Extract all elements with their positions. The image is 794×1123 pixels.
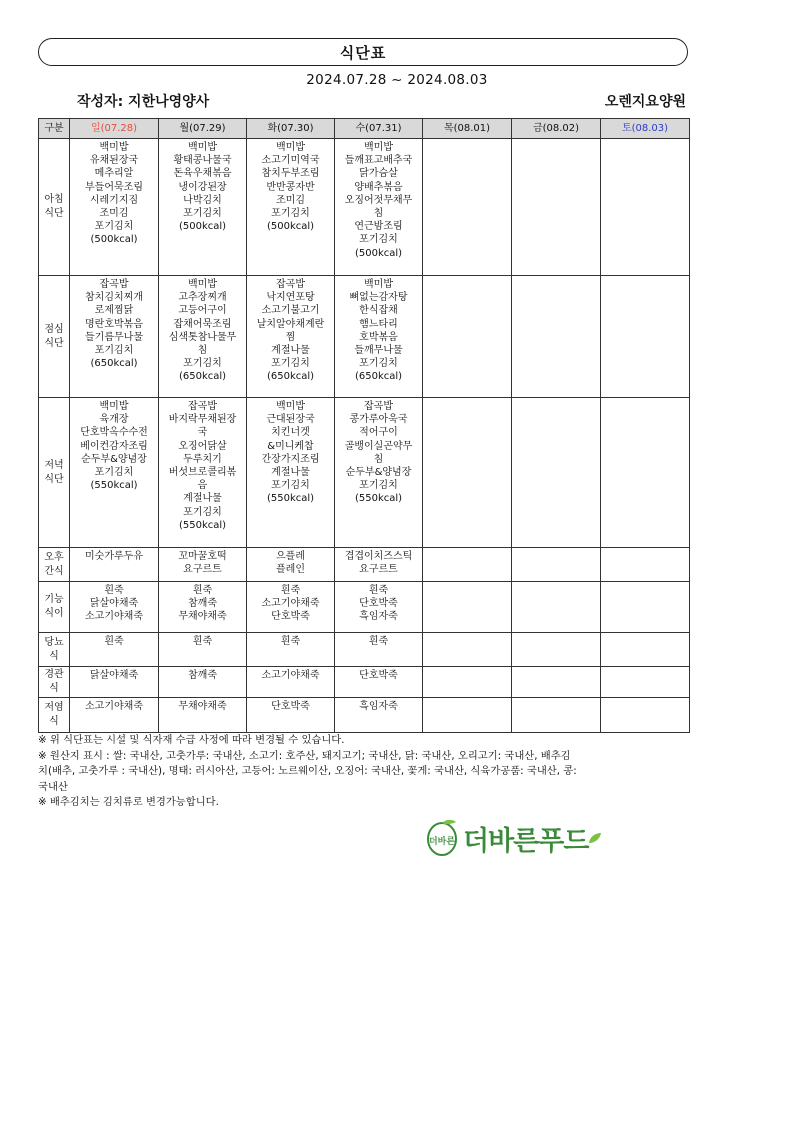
menu-item: 계절나물 [271, 467, 310, 479]
menu-item: 황태콩나물국 [173, 155, 232, 167]
menu-item: 백미밥 [188, 279, 217, 290]
menu-item: 요구르트 [183, 564, 222, 576]
menu-cell-content [601, 548, 689, 550]
menu-cell-content [512, 698, 600, 700]
notes-section [38, 733, 698, 811]
menu-item: 잡채어묵조림 [173, 318, 232, 330]
menu-item: 적어구이 [359, 427, 398, 439]
company-logo [425, 818, 602, 858]
menu-item: 계절나물 [271, 345, 310, 357]
menu-item: (550kcal) [90, 480, 138, 492]
menu-item: 바지락무채된장 [168, 414, 237, 426]
menu-item: 돈육우채볶음 [173, 168, 232, 180]
menu-item: 침 [373, 208, 384, 220]
menu-item: 포기김치 [271, 208, 310, 220]
menu-cell-content [601, 633, 689, 635]
menu-item: 포기김치 [183, 506, 222, 518]
weekly-menu-table [38, 118, 690, 733]
menu-item: 무채야채죽 [178, 701, 227, 712]
menu-cell-content [70, 633, 158, 648]
menu-cell [601, 667, 690, 698]
menu-item: 콩가루아욱국 [349, 414, 408, 426]
menu-cell [601, 139, 690, 276]
meal-row [39, 548, 690, 582]
menu-item: 포기김치 [359, 480, 398, 492]
menu-item: 침 [197, 345, 208, 357]
menu-cell [247, 698, 335, 733]
meal-row-label-line: 경관 [44, 669, 64, 680]
menu-item: 음 [197, 480, 208, 492]
menu-item: 참깨죽 [188, 598, 217, 610]
menu-item: 무채야채죽 [178, 611, 227, 623]
menu-item: 백미밥 [364, 142, 393, 153]
menu-item: 시레기지짐 [89, 194, 139, 206]
meal-row-label [39, 698, 70, 733]
menu-cell [335, 276, 423, 398]
menu-cell-content [70, 698, 158, 713]
menu-item: 잡곡밥 [99, 279, 129, 290]
meal-row-label-line: 저염 [44, 702, 64, 713]
menu-cell-content [335, 633, 422, 648]
menu-item: 소고기불고기 [261, 305, 320, 317]
menu-cell [512, 276, 601, 398]
menu-item: 단호박죽 [271, 611, 310, 623]
menu-item: 포기김치 [271, 480, 310, 492]
menu-item: 소고기야채죽 [85, 701, 143, 712]
menu-item: 흰죽 [368, 585, 389, 596]
menu-item: 순두부&양념장 [81, 453, 147, 465]
menu-cell-content [423, 667, 511, 669]
menu-item: 명란호박볶음 [85, 318, 143, 330]
menu-cell [70, 667, 159, 698]
day-header: 목(08.01) [423, 119, 512, 139]
menu-cell-content [335, 698, 422, 713]
menu-cell-content [423, 398, 511, 400]
menu-cell-content [335, 548, 422, 576]
menu-item: 호박볶음 [359, 331, 398, 343]
meal-row-label-line: 식단 [44, 337, 64, 349]
menu-item: 겹겹이치즈스틱 [344, 551, 413, 562]
menu-cell-content [512, 582, 600, 584]
meal-row-label-line: 간식 [44, 565, 64, 577]
menu-item: 백미밥 [276, 142, 305, 153]
menu-cell-content [159, 139, 246, 233]
menu-cell [159, 667, 247, 698]
menu-item: 고추장찌개 [178, 292, 227, 304]
header-corner: 구분 [39, 119, 70, 139]
menu-item: (500kcal) [266, 221, 315, 233]
menu-cell-content [70, 139, 158, 247]
menu-item: 소고기야채죽 [261, 598, 320, 610]
menu-cell-content [159, 398, 246, 532]
meal-row-label [39, 139, 70, 276]
menu-cell-content [601, 698, 689, 700]
menu-cell [247, 139, 335, 276]
menu-cell-content [335, 582, 422, 624]
menu-cell [335, 582, 423, 633]
note-line: ※ 원산지 표시 : 쌀: 국내산, 고춧가루: 국내산, 소고기: 호주산, 돼지고기; 국내산, 닭: 국내산, 오리고기: 국내산, 배추김 [38, 749, 571, 762]
menu-item: 흰죽 [280, 636, 301, 647]
menu-item: 꼬마꿀호떡 [178, 551, 227, 562]
author-label: 작성자: 지한나영양사 [77, 94, 210, 110]
meal-row-label-line: 아침 [44, 194, 64, 205]
menu-cell-content [247, 548, 334, 576]
menu-item: 단호박죽 [359, 670, 398, 681]
menu-cell-content [247, 698, 334, 713]
menu-item: 포기김치 [271, 358, 310, 370]
menu-item: 고등어구이 [178, 305, 227, 317]
menu-cell-content [70, 548, 158, 563]
menu-cell-content [335, 398, 422, 506]
menu-item: 흑임자죽 [359, 611, 398, 623]
menu-item: 부들어묵조림 [85, 181, 143, 193]
menu-cell [512, 398, 601, 548]
menu-item: 포기김치 [359, 234, 398, 246]
meal-row-label-line: 식 [49, 683, 59, 694]
menu-item: 버섯브로콜리볶 [168, 467, 237, 479]
menu-cell-content [601, 139, 689, 141]
menu-item: 플레인 [276, 564, 305, 576]
menu-cell [512, 139, 601, 276]
menu-item: 으플레 [276, 551, 305, 562]
menu-cell [512, 698, 601, 733]
menu-item: 포기김치 [94, 467, 134, 479]
menu-item: (650kcal) [178, 371, 227, 383]
menu-item: 백미밥 [364, 279, 393, 290]
menu-cell-content [247, 276, 334, 384]
menu-item: 참치김치찌개 [85, 292, 143, 304]
menu-item: 간장가지조림 [261, 453, 320, 465]
menu-cell-content [159, 698, 246, 713]
menu-cell [601, 276, 690, 398]
menu-item: 들기름무나물 [85, 331, 143, 343]
menu-item: 백미밥 [99, 401, 129, 412]
menu-cell-content [247, 667, 334, 682]
menu-item: 골뱅이실곤약무 [344, 440, 413, 452]
menu-cell [247, 276, 335, 398]
menu-cell-content [512, 276, 600, 278]
menu-item: 흰죽 [280, 585, 301, 596]
note-line: 치(배추, 고춧가루 : 국내산), 명태: 러시아산, 고등어: 노르웨이산, 오징어: 국내산, 꽃게: 국내산, 식육가공품: 국내산, 콩: [38, 765, 577, 777]
menu-item: 백미밥 [188, 142, 217, 153]
menu-cell-content [159, 667, 246, 682]
menu-item: 낙지연포탕 [266, 292, 315, 304]
meal-row [39, 667, 690, 698]
meal-row-label-line: 식단 [44, 473, 64, 485]
menu-item: 백미밥 [276, 401, 305, 412]
menu-cell [512, 667, 601, 698]
menu-item: 유채된장국 [89, 155, 139, 167]
menu-cell-content [423, 698, 511, 700]
organization-name: 오렌지요양원 [604, 94, 686, 110]
day-header: 수(07.31) [335, 119, 423, 139]
menu-item: 로제찜닭 [94, 305, 134, 317]
menu-cell-content [423, 548, 511, 550]
day-header: 금(08.02) [512, 119, 601, 139]
menu-cell [335, 139, 423, 276]
menu-item: 단호박죽 [271, 701, 310, 712]
menu-item: 단호박옥수수전 [80, 427, 148, 439]
menu-cell-content [70, 398, 158, 492]
meal-row-label-line: 오후 [44, 551, 64, 563]
meal-row-label [39, 633, 70, 667]
menu-cell-content [512, 139, 600, 141]
menu-cell [247, 398, 335, 548]
menu-item: &미니케찹 [267, 440, 314, 452]
menu-cell [159, 548, 247, 582]
menu-cell-content [159, 548, 246, 576]
meal-row-label-line: 식 [49, 716, 59, 727]
menu-item: 오징어젓무채무 [344, 194, 413, 206]
menu-item: 닭가슴살 [359, 168, 398, 180]
menu-cell-content [512, 548, 600, 550]
menu-item: 육개장 [99, 414, 129, 426]
meal-row-label-line: 식이 [44, 608, 64, 619]
menu-cell [70, 548, 159, 582]
menu-cell-content [335, 139, 422, 260]
menu-item: 흰죽 [104, 585, 124, 596]
note-line: 국내산 [38, 780, 68, 793]
menu-item: (650kcal) [354, 371, 403, 383]
menu-item: 메추리알 [94, 168, 134, 180]
menu-item: 포기김치 [183, 208, 222, 220]
meal-row [39, 582, 690, 633]
menu-cell [70, 276, 159, 398]
menu-cell-content [247, 398, 334, 506]
menu-cell [423, 548, 512, 582]
menu-item: 닭살야채죽 [89, 670, 139, 681]
menu-cell-content [423, 582, 511, 584]
menu-cell [70, 139, 159, 276]
menu-cell [247, 667, 335, 698]
menu-item: 계절나물 [183, 493, 222, 505]
menu-cell [70, 582, 159, 633]
page-title-box [38, 38, 688, 66]
menu-cell [423, 667, 512, 698]
menu-cell-content [512, 633, 600, 635]
meal-row-label [39, 398, 70, 548]
menu-item: 햄느타리 [359, 318, 398, 330]
logo-emblem-text: 더바른 [428, 837, 456, 847]
day-header: 일(07.28) [70, 119, 159, 139]
logo-text: 더바른푸드 [463, 825, 589, 857]
menu-cell [423, 698, 512, 733]
menu-cell-content [601, 582, 689, 584]
menu-item: 포기김치 [359, 358, 398, 370]
menu-period: 2024.07.28 ~ 2024.08.03 [306, 72, 488, 88]
leaf-icon [588, 832, 602, 844]
menu-cell-content [601, 398, 689, 400]
menu-cell [335, 698, 423, 733]
menu-item: 근대된장국 [266, 414, 315, 426]
meal-row [39, 398, 690, 548]
menu-cell [247, 633, 335, 667]
header-row [39, 119, 690, 139]
menu-item: 들깨무나물 [354, 345, 403, 357]
menu-cell-content [601, 276, 689, 278]
menu-cell [247, 582, 335, 633]
menu-cell [159, 276, 247, 398]
menu-cell-content [423, 276, 511, 278]
menu-item: 국 [197, 427, 208, 439]
menu-item: 베이컨감자조림 [80, 440, 148, 452]
meal-row-label-line: 저녁 [44, 459, 64, 471]
menu-item: (550kcal) [354, 493, 403, 505]
menu-cell [601, 548, 690, 582]
page-title: 식단표 [339, 43, 387, 62]
menu-item: 흰죽 [192, 585, 213, 596]
note-line: ※ 배추김치는 김치류로 변경가능합니다. [38, 796, 219, 808]
meal-row-label-line: 당뇨 [44, 636, 64, 648]
menu-cell-content [247, 633, 334, 648]
menu-item: 닭살야채죽 [89, 598, 139, 610]
menu-cell [70, 633, 159, 667]
leaf-emblem-icon [425, 818, 459, 858]
menu-item: 단호박죽 [359, 598, 398, 610]
menu-item: 반반콩자반 [266, 181, 315, 193]
menu-item: 포기김치 [183, 358, 222, 370]
menu-item: 참깨죽 [188, 670, 217, 681]
menu-cell [159, 633, 247, 667]
menu-cell [423, 633, 512, 667]
menu-item: 두루치기 [183, 453, 222, 465]
menu-item: 침 [373, 453, 384, 465]
menu-item: 포기김치 [94, 221, 134, 233]
menu-item: 참치두부조림 [261, 168, 320, 180]
menu-cell [335, 667, 423, 698]
menu-cell [247, 548, 335, 582]
menu-item: 소고기미역국 [261, 155, 320, 167]
menu-cell [601, 633, 690, 667]
menu-item: 잡곡밥 [276, 279, 305, 290]
menu-cell-content [70, 667, 158, 682]
menu-item: (650kcal) [266, 371, 315, 383]
meal-row [39, 633, 690, 667]
menu-cell-content [70, 276, 158, 370]
menu-cell [512, 548, 601, 582]
menu-item: 연근밤조림 [354, 221, 403, 233]
menu-cell [70, 698, 159, 733]
menu-item: 양배추볶음 [354, 181, 403, 193]
meal-row-label-line: 점심 [44, 323, 64, 335]
meal-row-label [39, 548, 70, 582]
menu-cell [335, 633, 423, 667]
menu-cell-content [159, 276, 246, 384]
menu-item: 요구르트 [359, 564, 398, 576]
meal-row-label-line: 식단 [44, 208, 64, 219]
menu-item: 심색톳참나물무 [168, 331, 237, 343]
menu-cell [159, 398, 247, 548]
day-header: 화(07.30) [247, 119, 335, 139]
menu-cell-content [335, 667, 422, 682]
menu-item: 한식잡채 [359, 305, 398, 317]
menu-item: 순두부&양념장 [345, 467, 412, 479]
menu-cell [159, 139, 247, 276]
meal-row [39, 276, 690, 398]
menu-cell-content [423, 633, 511, 635]
menu-item: 날치알야채계란 [256, 318, 325, 330]
meal-row-label [39, 276, 70, 398]
menu-item: 뼈없는감자탕 [349, 292, 408, 304]
menu-item: 소고기야채죽 [261, 670, 320, 681]
menu-item: 잡곡밥 [188, 401, 217, 412]
menu-cell [335, 548, 423, 582]
menu-item: 포기김치 [94, 345, 134, 357]
menu-cell [423, 582, 512, 633]
menu-cell-content [247, 139, 334, 233]
meal-row-label [39, 582, 70, 633]
menu-cell [70, 398, 159, 548]
menu-item: 조미김 [99, 208, 129, 220]
menu-item: 흰죽 [192, 636, 213, 647]
menu-item: 나박김치 [183, 194, 222, 206]
menu-cell [423, 276, 512, 398]
menu-item: 치킨너겟 [271, 427, 310, 439]
menu-item: (550kcal) [266, 493, 315, 505]
menu-item: (500kcal) [354, 247, 403, 259]
menu-item: (500kcal) [90, 234, 138, 246]
menu-item: 들깨표고배추국 [344, 155, 413, 167]
menu-item: 흑임자죽 [359, 701, 398, 712]
menu-item: (500kcal) [178, 221, 227, 233]
menu-cell-content [512, 398, 600, 400]
menu-cell [512, 582, 601, 633]
menu-item: (550kcal) [178, 519, 227, 531]
menu-item: 조미김 [276, 194, 305, 206]
meal-row [39, 139, 690, 276]
menu-cell [423, 139, 512, 276]
menu-cell [601, 582, 690, 633]
menu-item: 백미밥 [99, 142, 129, 153]
menu-cell [601, 398, 690, 548]
day-header: 토(08.03) [601, 119, 690, 139]
day-header: 월(07.29) [159, 119, 247, 139]
menu-item: 소고기야채죽 [85, 611, 143, 623]
menu-item: 미숫가루두유 [85, 551, 143, 562]
menu-cell [423, 398, 512, 548]
menu-cell-content [159, 633, 246, 648]
menu-cell [512, 633, 601, 667]
meal-row-label-line: 기능 [44, 594, 64, 605]
menu-cell [159, 698, 247, 733]
menu-cell [335, 398, 423, 548]
menu-cell [601, 698, 690, 733]
menu-item: 찜 [285, 331, 296, 343]
meal-row [39, 698, 690, 733]
menu-item: 오징어닭살 [178, 440, 227, 452]
menu-cell-content [247, 582, 334, 624]
menu-item: 냉이강된장 [178, 181, 227, 193]
menu-item: 흰죽 [104, 636, 124, 647]
menu-cell-content [601, 667, 689, 669]
menu-cell-content [423, 139, 511, 141]
menu-cell-content [159, 582, 246, 624]
menu-cell-content [335, 276, 422, 384]
menu-cell-content [512, 667, 600, 669]
meal-row-label-line: 식 [49, 650, 59, 662]
menu-item: 흰죽 [368, 636, 389, 647]
meal-row-label [39, 667, 70, 698]
note-line: ※ 위 식단표는 시설 및 식자재 수급 사정에 따라 변경될 수 있습니다. [38, 734, 345, 746]
menu-item: 잡곡밥 [364, 401, 393, 412]
menu-cell [159, 582, 247, 633]
menu-cell-content [70, 582, 158, 624]
menu-item: (650kcal) [90, 358, 138, 370]
